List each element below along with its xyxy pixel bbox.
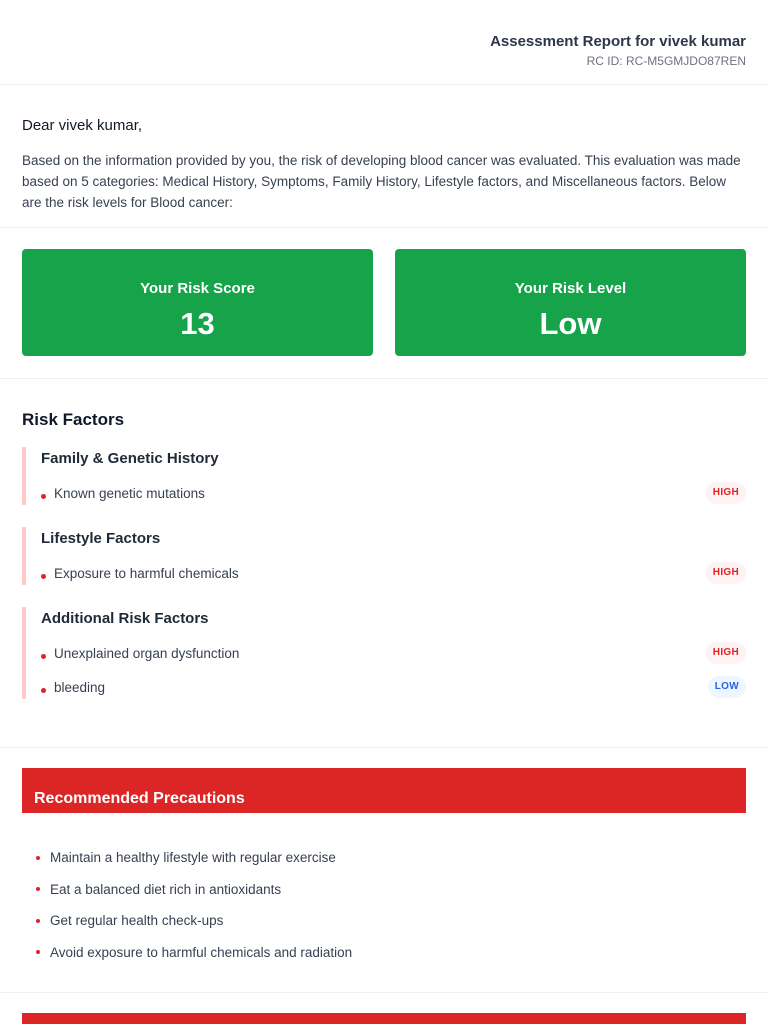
risk-badge-high: HIGH (706, 482, 746, 504)
factor-group-additional (22, 607, 746, 699)
list-item (36, 910, 746, 931)
risk-factors-title: Risk Factors (22, 410, 125, 429)
factor-item (41, 481, 746, 505)
list-item (36, 847, 746, 868)
risk-score-value: 13 (180, 306, 215, 341)
intro-section (0, 85, 768, 228)
precaution-text: Maintain a healthy lifestyle with regular exercise (50, 850, 336, 865)
precaution-text: Avoid exposure to harmful chemicals and radiation (50, 944, 353, 960)
bullet-icon (36, 887, 40, 891)
list-item (36, 879, 746, 900)
factor-label: Known genetic mutations (54, 485, 205, 501)
precaution-text: Eat a balanced diet rich in antioxidants (50, 881, 282, 897)
risk-badge-high: HIGH (706, 562, 746, 584)
risk-factors-section (0, 379, 768, 748)
bullet-icon (41, 494, 46, 499)
factor-group-lifestyle (22, 527, 746, 585)
factor-label: Exposure to harmful chemicals (54, 565, 239, 581)
factor-item (41, 641, 746, 665)
factor-group-title: Family & Genetic History (41, 450, 219, 467)
factor-item (41, 675, 746, 699)
factor-group-title: Additional Risk Factors (41, 610, 209, 627)
bullet-icon (36, 856, 40, 860)
bullet-icon (41, 688, 46, 693)
risk-level-label: Your Risk Level (514, 280, 627, 297)
greeting: Dear vivek kumar, (22, 117, 143, 134)
rc-id: RC ID: RC-M5GMJDO87REN (586, 54, 746, 68)
risk-level-value: Low (539, 306, 602, 341)
list-item (36, 942, 746, 963)
precautions-section (0, 748, 768, 993)
next-section-banner (22, 1013, 746, 1024)
risk-badge-low: LOW (708, 676, 746, 698)
precaution-text: Get regular health check-ups (50, 913, 224, 928)
factor-item (41, 561, 746, 585)
precautions-title: Recommended Precautions (22, 768, 746, 813)
bullet-icon (36, 919, 40, 923)
intro-text: Based on the information provided by you, the risk of developing blood cancer was evaluated. This evaluation was made based on 5 categories: Medical History, Symptoms, Family History, Lifestyle factors, and Miscellaneous factors. Below are the risk levels for Blood cancer: (22, 153, 741, 210)
precautions-list (22, 813, 746, 963)
factor-group-family (22, 447, 746, 505)
factor-label: Unexplained organ dysfunction (54, 645, 240, 661)
risk-level-card (395, 249, 746, 356)
bullet-icon (41, 574, 46, 579)
report-header (0, 0, 768, 85)
factor-label: bleeding (54, 679, 106, 695)
bullet-icon (36, 950, 40, 954)
bullet-icon (41, 654, 46, 659)
score-cards (0, 228, 768, 379)
risk-score-label: Your Risk Score (140, 280, 255, 297)
factor-group-title: Lifestyle Factors (41, 530, 161, 547)
report-title: Assessment Report for vivek kumar (490, 33, 746, 50)
risk-badge-high: HIGH (706, 642, 746, 664)
risk-score-card (22, 249, 373, 356)
